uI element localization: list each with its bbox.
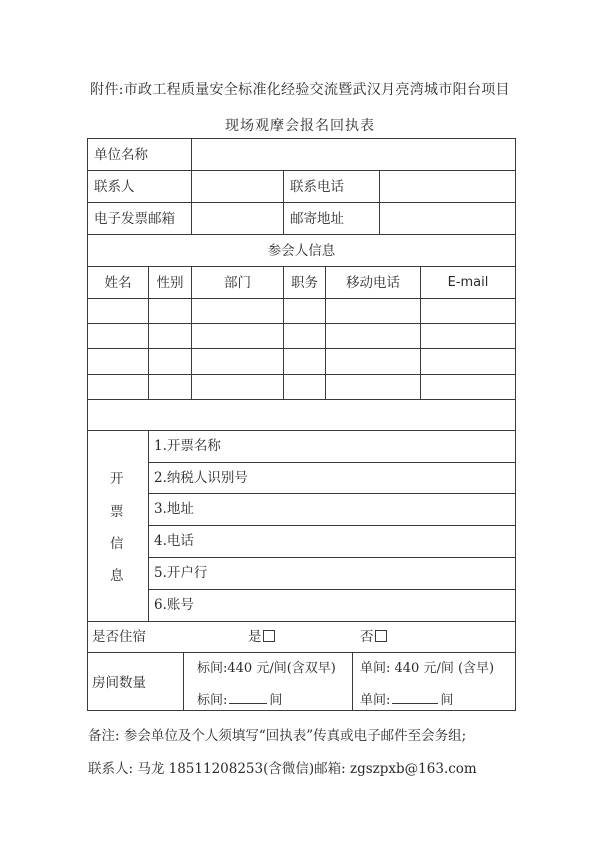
single-room-count [360, 691, 453, 709]
row-line [87, 323, 516, 324]
header-department: 部门 [224, 275, 251, 291]
header-mobile: 移动电话 [346, 275, 400, 291]
table-border-left [87, 138, 88, 711]
lodging-yes-option[interactable] [248, 629, 275, 645]
row-line [87, 170, 516, 171]
col-line [148, 430, 149, 621]
unit-name-label: 单位名称 [94, 147, 148, 163]
row-line [87, 399, 516, 400]
room-count-label: 房间数量 [92, 675, 146, 691]
row-line [87, 621, 516, 622]
invoice-item-address: 3.地址 [154, 501, 194, 517]
standard-room-price: 标间:440 元/间(含双早) [197, 661, 336, 676]
lodging-no-label: 否 [360, 629, 374, 645]
invoice-section-char: 信 [110, 536, 124, 552]
invoice-item-phone: 4.电话 [154, 533, 194, 549]
standard-room-count [197, 691, 282, 709]
col-line [379, 170, 380, 234]
row-line [87, 348, 516, 349]
row-line [87, 298, 516, 299]
invoice-item-bank: 5.开户行 [154, 565, 208, 581]
row-line [87, 652, 516, 653]
header-name: 姓名 [104, 275, 132, 291]
header-gender: 性别 [156, 275, 184, 291]
lodging-no-option[interactable] [360, 629, 387, 645]
col-line [183, 652, 184, 710]
row-line [87, 234, 516, 235]
invoice-section-char: 息 [110, 568, 124, 584]
single-room-unit: 间 [440, 693, 454, 708]
invoice-item-name: 1.开票名称 [154, 438, 221, 454]
header-position: 职务 [291, 275, 318, 291]
row-line [87, 374, 516, 375]
col-line [352, 652, 353, 710]
contact-note: 联系人: 马龙 18511208253(含微信)邮箱: zgszpxb@163.com [88, 761, 477, 777]
lodging-yes-label: 是 [248, 629, 262, 645]
standard-room-count-blank[interactable] [229, 691, 267, 704]
row-line [87, 202, 516, 203]
invoice-item-tax-id: 2.纳税人识别号 [154, 470, 248, 486]
title-line-1: 附件:市政工程质量安全标准化经验交流暨武汉月亮湾城市阳台项目 [90, 82, 510, 98]
table-border-top [87, 138, 516, 139]
invoice-item-account: 6.账号 [154, 597, 194, 613]
table-border-bottom [87, 710, 516, 711]
remark-note: 备注: 参会单位及个人须填写“回执表”传真或电子邮件至会务组; [88, 728, 467, 744]
row-line [148, 462, 516, 463]
single-room-count-blank[interactable] [392, 691, 438, 704]
lodging-label: 是否住宿 [92, 629, 146, 645]
row-line [87, 430, 516, 431]
lodging-yes-checkbox[interactable] [263, 630, 275, 642]
invoice-section-char: 开 [110, 471, 124, 487]
row-line [87, 266, 516, 267]
row-line [148, 557, 516, 558]
attendee-section-title: 参会人信息 [267, 243, 336, 259]
invoice-email-label: 电子发票邮箱 [94, 211, 175, 227]
col-line [283, 170, 284, 234]
table-border-right [515, 138, 516, 711]
contact-label: 联系人 [94, 179, 135, 195]
title-line-2: 现场观摩会报名回执表 [225, 118, 375, 134]
standard-room-count-label: 标间: [197, 693, 228, 708]
single-room-count-label: 单间: [360, 693, 391, 708]
single-room-price: 单间: 440 元/间 (含早) [360, 661, 495, 676]
invoice-section-char: 票 [110, 504, 124, 520]
lodging-no-checkbox[interactable] [375, 630, 387, 642]
col-line [191, 138, 192, 234]
header-email: E-mail [447, 275, 489, 290]
row-line [148, 589, 516, 590]
contact-phone-label: 联系电话 [290, 179, 344, 195]
row-line [148, 525, 516, 526]
mail-address-label: 邮寄地址 [290, 211, 344, 227]
standard-room-unit: 间 [269, 693, 283, 708]
row-line [148, 493, 516, 494]
